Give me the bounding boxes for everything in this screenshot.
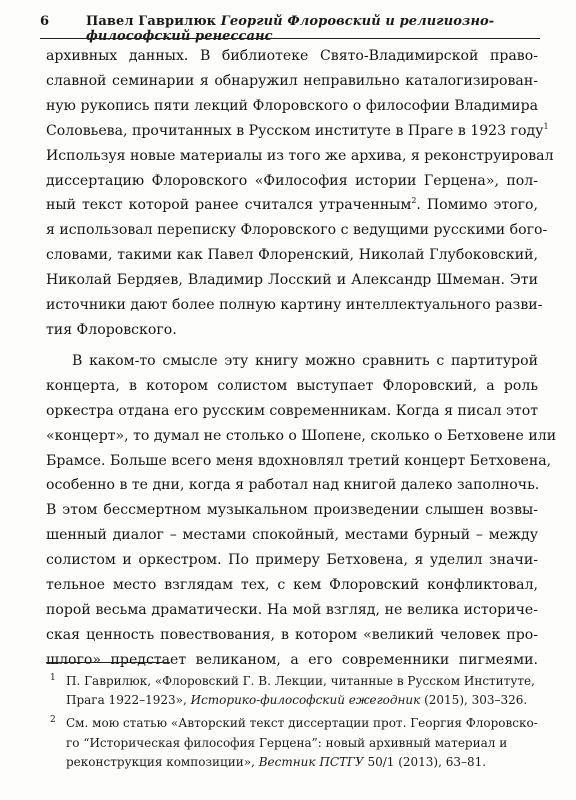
body-text [46, 44, 557, 673]
paragraph-2 [46, 343, 557, 673]
footnote-journal: Историко-философский ежегодник [190, 693, 421, 708]
text-line: архивных данных. В библиотеке Свято-Владимирской право- [46, 48, 538, 64]
header-author: Павел Гаврилюк [86, 14, 217, 29]
text-line: ская ценность повествования, в котором «великий человек про- [46, 626, 538, 643]
footnote-text-plain: См. мою статью «Авторский текст диссертации прот. Георгия Флоровско-го “Историческая философия Герцена”: новый архивный материал и реконструкция композиции», [66, 716, 538, 769]
text-line: словами, такими как Павел Флоренский, Николай Глубоковский, [46, 247, 538, 264]
text-line: «концерт», то думал не столько о Шопене, сколько о Бетховене или [46, 427, 557, 444]
text-segment: ный текст которой ранее считался утраченным [46, 197, 412, 214]
footnote-text-plain: П. Гаврилюк, «Флоровский Г. В. Лекции, читанные в Русском Институте, Прага 1922–1923», [66, 674, 535, 708]
text-line: диссертацию Флоровского «Философия истории Герцена», пол- [46, 172, 538, 189]
text-line [46, 193, 538, 218]
footnotes [46, 672, 538, 776]
text-line: ную рукопись пяти лекций Флоровского о философии Владимира [46, 97, 538, 114]
footnote-ref-2[interactable]: 2 [411, 196, 417, 206]
header-rule [40, 38, 540, 39]
text-line: шлого» предстает великаном, а его современники пигмеями. [46, 651, 538, 668]
text-line: особенно в те дни, когда я работал над книгой далеко заполночь. [46, 477, 540, 494]
header-title: Георгий Флоровский и религиозно-философский ренессанс [86, 14, 495, 44]
text-line: концерта, в котором солистом выступает Флоровский, а роль [46, 377, 538, 394]
text-segment: Соловьева, прочитанных в Русском институте в Праге в 1923 году [46, 122, 544, 139]
footnote-text [66, 716, 538, 768]
text-line: Николай Бердяев, Владимир Лосский и Александр Шмеман. Эти [46, 272, 538, 289]
text-line: солистом и оркестром. По примеру Бетховена, я уделил значи- [46, 552, 538, 569]
running-head-text [86, 14, 540, 44]
text-line: В каком-то смысле эту книгу можно сравнить с партитурой [72, 352, 538, 369]
text-line: шенный диалог – местами спокойный, местами бурный – между [46, 527, 538, 544]
text-line: Брамсе. Больше всего меня вдохновлял третий концерт Бетховена, [46, 452, 552, 469]
footnote-mark: 1 [50, 673, 56, 683]
text-segment: . Помимо этого, [416, 197, 538, 214]
footnote-text-tail: (2015), 303–326. [420, 693, 528, 708]
text-line: Используя новые материалы из того же архива, я реконструировал [46, 147, 554, 164]
paragraph-1 [46, 44, 554, 343]
footnote-1 [46, 672, 538, 710]
text-line: оркестра отдана его русским современникам. Когда я писал этот [46, 402, 538, 419]
text-line: порой весьма драматически. На мой взгляд, не велика историче- [46, 601, 538, 618]
running-header [40, 14, 540, 44]
text-line: источники дают более полную картину интеллектуального разви- [46, 297, 543, 314]
text-line: В этом бессмертном музыкальном произведении слышен возвы- [46, 502, 538, 519]
footnote-text [66, 674, 535, 707]
footnote-ref-1[interactable]: 1 [543, 121, 549, 131]
footnote-rule [46, 662, 170, 663]
text-line: тия Флоровского. [46, 321, 177, 338]
footnote-journal: Вестник ПСТГУ [258, 754, 364, 769]
text-line: славной семинарии я обнаружил неправильно каталогизирован- [46, 72, 538, 89]
page-number: 6 [40, 14, 50, 29]
text-line: тельное место взглядам тех, с кем Флоровский конфликтовал, [46, 577, 538, 594]
footnote-2 [46, 714, 538, 772]
text-line [46, 119, 549, 144]
footnote-mark: 2 [50, 715, 56, 726]
text-line: я использовал переписку Флоровского с ведущими русскими бого- [46, 222, 548, 239]
footnote-text-tail: 50/1 (2013), 63–81. [363, 754, 487, 769]
